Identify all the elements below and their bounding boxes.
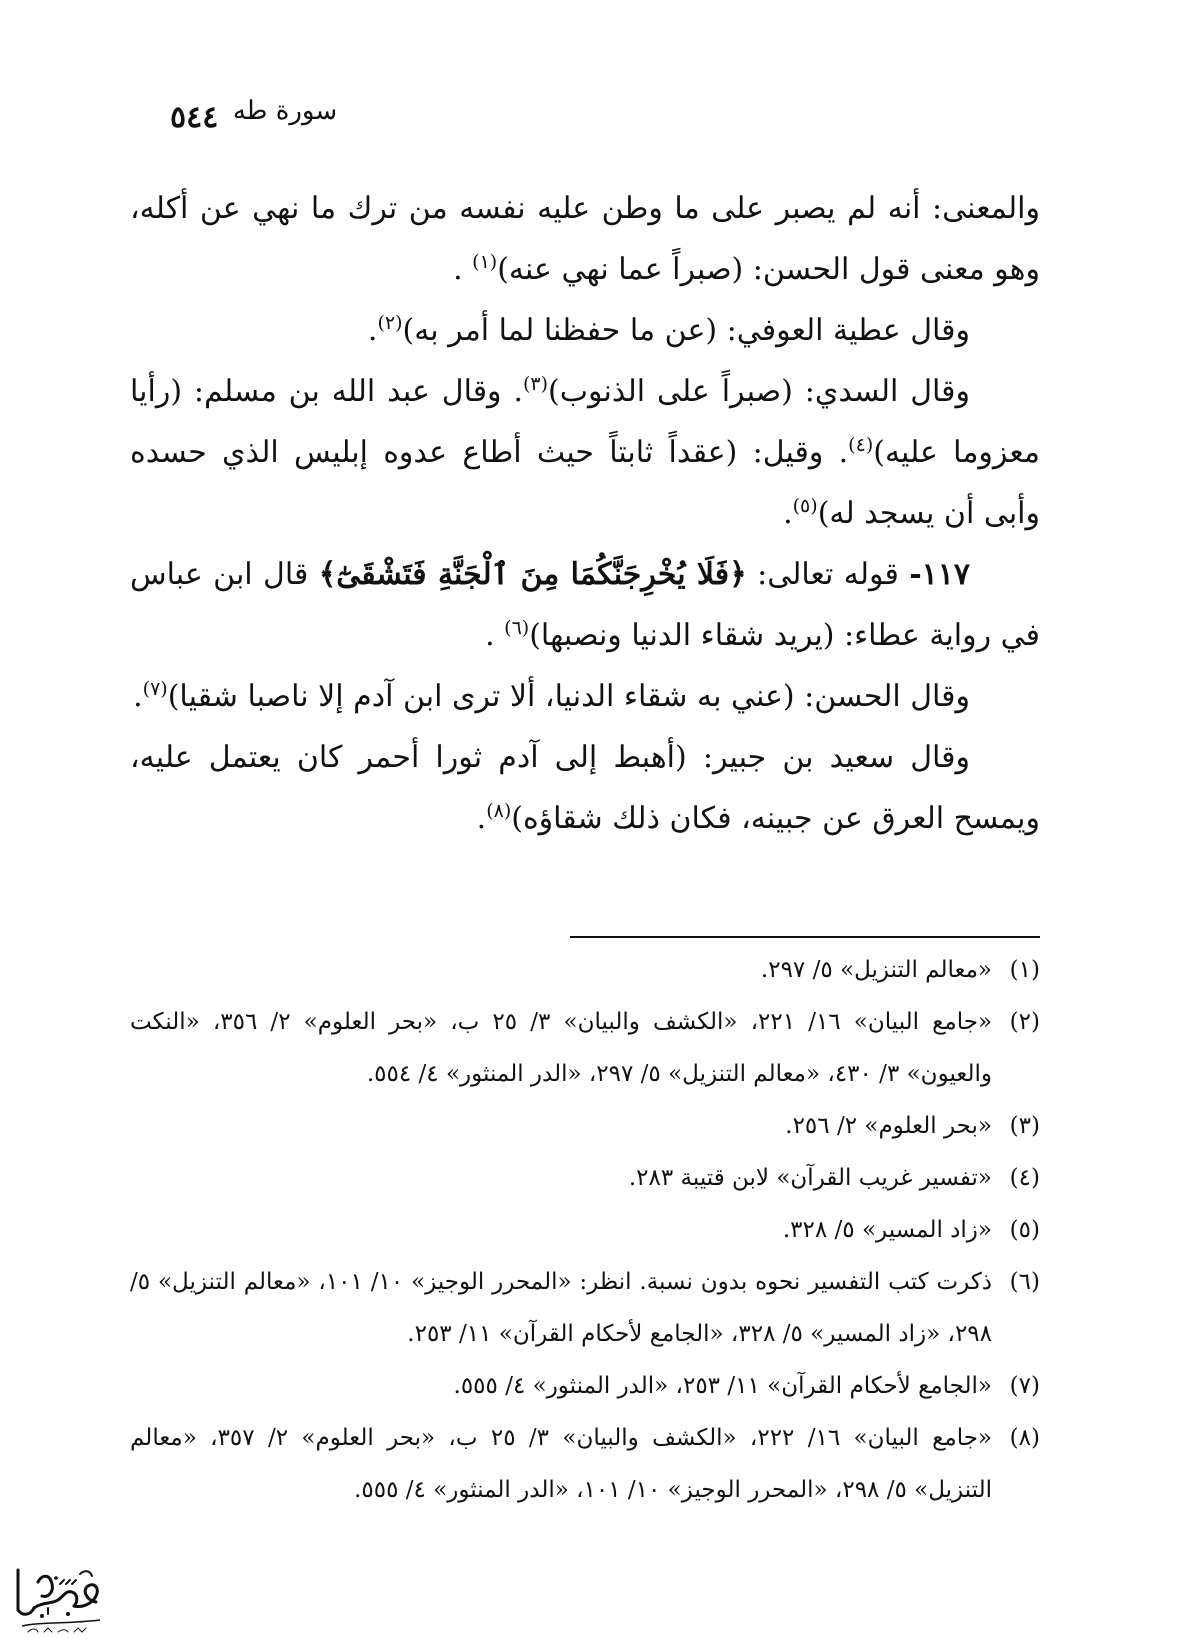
footnote-text: «بحر العلوم» ٢/ ٢٥٦.: [785, 1113, 992, 1139]
footnote-3: [130, 1100, 1040, 1152]
footnote-number: (٥): [1009, 1217, 1040, 1243]
text-span: .: [367, 313, 378, 348]
text-span: . وقيل: (عقداً ثابتاً حيث أطاع عدوه إبليس الذي حسده وأبى أن يسجد له): [130, 435, 1040, 531]
footnote-ref: (١): [472, 251, 498, 273]
text-span: .: [133, 679, 143, 714]
footnote-number: (٤): [1009, 1165, 1040, 1191]
footnote-6: [130, 1256, 1040, 1360]
text-span: قوله تعالى:: [746, 557, 910, 592]
text-span: .: [485, 618, 505, 653]
text-span: .: [476, 801, 487, 836]
text-span: وقال الحسن: (عني به شقاء الدنيا، ألا ترى ابن آدم إلا ناصبا شقيا): [167, 679, 970, 714]
quran-verse: ﴿فَلَا يُخْرِجَنَّكُمَا مِنَ ٱلْجَنَّةِ فَتَشْقَىٰٓ﴾: [318, 557, 747, 592]
watermark-logo: [8, 1562, 108, 1636]
footnote-1: [130, 944, 1040, 996]
text-span: .: [783, 496, 793, 531]
paragraph-3: [130, 361, 1040, 544]
footnote-ref: (٧): [142, 678, 168, 700]
footnote-number: (١): [1009, 957, 1040, 983]
footnote-text: «جامع البيان» ١٦/ ٢٢٢، «الكشف والبيان» ٣/ ٢٥ ب، «بحر العلوم» ٢/ ٣٥٧، «معالم التنزيل» ٥/ ٢٩٨، «المحرر الوجيز» ١٠/ ١٠١، «الدر المنثور» ٤/ ٥٥٥.: [130, 1425, 993, 1503]
footnote-text: «تفسير غريب القرآن» لابن قتيبة ٢٨٣.: [628, 1165, 992, 1191]
footnotes: [130, 944, 1040, 1516]
footnote-number: (٧): [1009, 1373, 1040, 1399]
footnote-ref: (٦): [504, 617, 530, 639]
running-header-surah: سورة طه: [232, 96, 338, 126]
footnote-8: [130, 1412, 1040, 1516]
footnote-ref: (٨): [486, 800, 512, 822]
footnote-text: ذكرت كتب التفسير نحوه بدون نسبة. انظر: «المحرر الوجيز» ١٠/ ١٠١، «معالم التنزيل» ٥/ ٢٩٨، «زاد المسير» ٥/ ٣٢٨، «الجامع لأحكام القرآن» ١١/ ٢٥٣.: [130, 1269, 993, 1347]
footnote-text: «زاد المسير» ٥/ ٣٢٨.: [782, 1217, 992, 1243]
footnote-separator: [570, 936, 1040, 938]
text-span: قال ابن عباس في رواية عطاء: (يريد شقاء الدنيا ونصبها): [130, 557, 1040, 653]
footnote-text: «الجامع لأحكام القرآن» ١١/ ٢٥٣، «الدر المنثور» ٤/ ٥٥٥.: [453, 1373, 992, 1399]
footnote-ref: (٤): [848, 434, 874, 456]
text-span: والمعنى: أنه لم يصبر على ما وطن عليه نفسه من ترك ما نهي عن أكله، وهو معنى قول الحسن: (صبراً عما نهي عنه): [130, 191, 1040, 287]
footnote-number: (٦): [1009, 1269, 1040, 1295]
text-span: .: [453, 252, 473, 287]
footnote-number: (٨): [1009, 1425, 1040, 1451]
footnote-ref: (٢): [377, 312, 403, 334]
footnote-5: [130, 1204, 1040, 1256]
footnote-number: (٣): [1009, 1113, 1040, 1139]
footnote-4: [130, 1152, 1040, 1204]
footnote-number: (٢): [1009, 1009, 1040, 1035]
footnote-2: [130, 996, 1040, 1100]
footnote-text: «معالم التنزيل» ٥/ ٢٩٧.: [760, 957, 992, 983]
text-span: . وقال عبد الله بن مسلم: (رأيا معزوما عليه): [130, 374, 1040, 470]
main-text: [130, 178, 1040, 849]
verse-number: ١١٧-: [909, 557, 971, 592]
paragraph-6: [130, 727, 1040, 849]
paragraph-5: [130, 666, 1040, 727]
paragraph-2: [130, 300, 1040, 361]
footnote-ref: (٥): [792, 495, 818, 517]
text-span: وقال السدي: (صبراً على الذنوب): [548, 374, 970, 409]
page-number: ٥٤٤: [170, 100, 219, 135]
text-span: وقال عطية العوفي: (عن ما حفظنا لما أمر به): [402, 313, 970, 348]
footnote-7: [130, 1360, 1040, 1412]
footnote-text: «جامع البيان» ١٦/ ٢٢١، «الكشف والبيان» ٣/ ٢٥ ب، «بحر العلوم» ٢/ ٣٥٦، «النكت والعيون» ٣/ ٤٣٠، «معالم التنزيل» ٥/ ٢٩٧، «الدر المنثور» ٤/ ٥٥٤.: [130, 1009, 993, 1087]
paragraph-4: [130, 544, 1040, 666]
text-span: وقال سعيد بن جبير: (أهبط إلى آدم ثورا أحمر كان يعتمل عليه، ويمسح العرق عن جبينه، فكان ذلك شقاؤه): [130, 740, 1040, 836]
paragraph-1: [130, 178, 1040, 300]
footnote-ref: (٣): [522, 373, 549, 395]
